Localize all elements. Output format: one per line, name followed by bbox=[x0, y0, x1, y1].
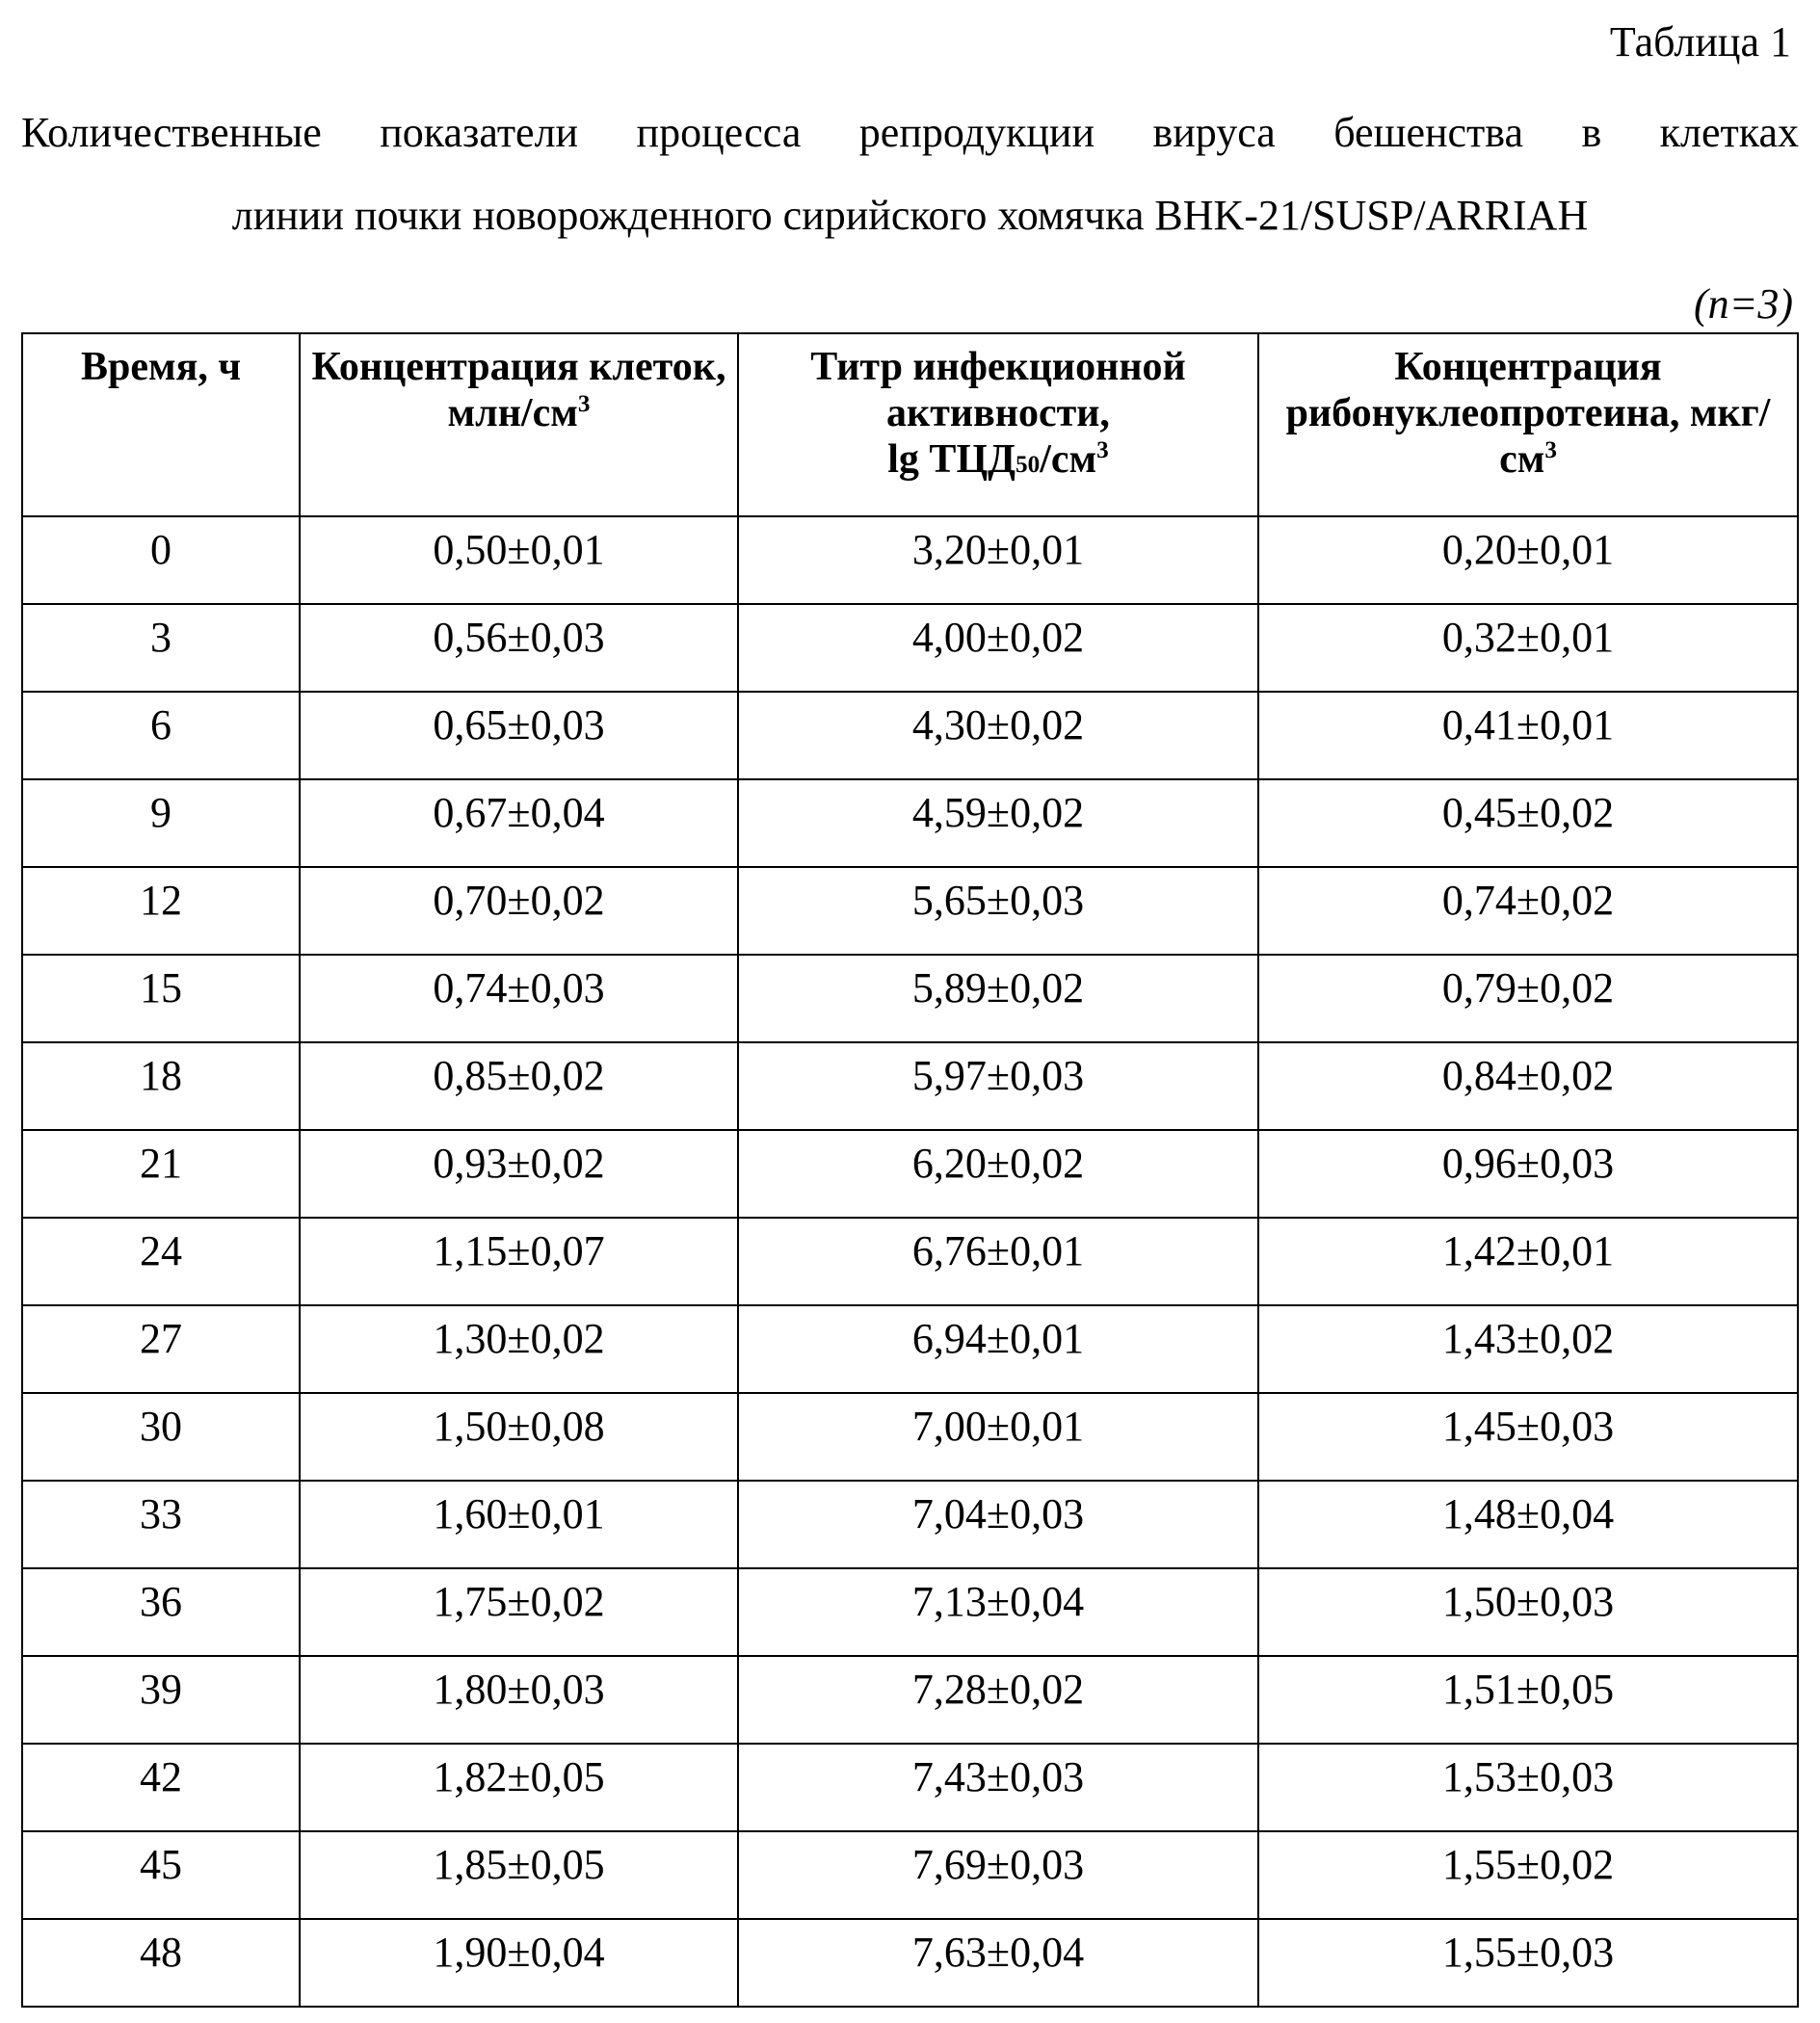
cell-time: 18 bbox=[22, 1042, 300, 1130]
cell-titer: 7,13±0,04 bbox=[738, 1568, 1258, 1656]
cell-cells: 1,80±0,03 bbox=[300, 1656, 738, 1744]
header-rnp-label: Концентрация рибонуклеопротеина, мкг/см bbox=[1286, 345, 1771, 482]
header-infectious-titer bbox=[738, 333, 1258, 516]
cell-cells: 0,85±0,02 bbox=[300, 1042, 738, 1130]
table-row bbox=[22, 867, 1798, 955]
cell-time: 0 bbox=[22, 516, 300, 604]
cell-titer: 7,28±0,02 bbox=[738, 1656, 1258, 1744]
cell-titer: 7,04±0,03 bbox=[738, 1481, 1258, 1568]
cell-cells: 1,50±0,08 bbox=[300, 1393, 738, 1481]
cell-rnp: 1,53±0,03 bbox=[1258, 1744, 1798, 1831]
table-row bbox=[22, 1481, 1798, 1568]
header-titer-sub: 50 bbox=[1016, 452, 1040, 478]
table-row bbox=[22, 1568, 1798, 1656]
cell-titer: 5,89±0,02 bbox=[738, 955, 1258, 1042]
table-row bbox=[22, 1919, 1798, 2007]
cell-cells: 0,70±0,02 bbox=[300, 867, 738, 955]
cell-cells: 1,15±0,07 bbox=[300, 1218, 738, 1305]
table-row bbox=[22, 604, 1798, 692]
table-number: Таблица 1 bbox=[1610, 17, 1791, 66]
cell-titer: 7,43±0,03 bbox=[738, 1744, 1258, 1831]
cell-cells: 1,60±0,01 bbox=[300, 1481, 738, 1568]
cell-rnp: 1,42±0,01 bbox=[1258, 1218, 1798, 1305]
cell-rnp: 1,55±0,03 bbox=[1258, 1919, 1798, 2007]
cell-time: 42 bbox=[22, 1744, 300, 1831]
cell-cells: 0,67±0,04 bbox=[300, 779, 738, 867]
cell-titer: 6,76±0,01 bbox=[738, 1218, 1258, 1305]
table-row bbox=[22, 1393, 1798, 1481]
cell-time: 30 bbox=[22, 1393, 300, 1481]
cell-rnp: 0,96±0,03 bbox=[1258, 1130, 1798, 1218]
table-row bbox=[22, 1042, 1798, 1130]
cell-cells: 1,90±0,04 bbox=[300, 1919, 738, 2007]
cell-time: 12 bbox=[22, 867, 300, 955]
cell-time: 21 bbox=[22, 1130, 300, 1218]
cell-cells: 0,50±0,01 bbox=[300, 516, 738, 604]
cell-rnp: 1,51±0,05 bbox=[1258, 1656, 1798, 1744]
cell-titer: 7,00±0,01 bbox=[738, 1393, 1258, 1481]
cell-cells: 1,82±0,05 bbox=[300, 1744, 738, 1831]
cell-titer: 6,94±0,01 bbox=[738, 1305, 1258, 1393]
header-rnp-sup: 3 bbox=[1544, 437, 1557, 463]
header-time-label: Время, ч bbox=[81, 345, 241, 389]
cell-cells: 1,85±0,05 bbox=[300, 1831, 738, 1919]
cell-time: 27 bbox=[22, 1305, 300, 1393]
cell-rnp: 0,20±0,01 bbox=[1258, 516, 1798, 604]
header-cells-label: Концентрация клеток, млн/см bbox=[312, 345, 726, 435]
cell-titer: 7,63±0,04 bbox=[738, 1919, 1258, 2007]
cell-titer: 3,20±0,01 bbox=[738, 516, 1258, 604]
cell-time: 24 bbox=[22, 1218, 300, 1305]
table-row bbox=[22, 1218, 1798, 1305]
cell-titer: 4,00±0,02 bbox=[738, 604, 1258, 692]
cell-time: 48 bbox=[22, 1919, 300, 2007]
cell-time: 3 bbox=[22, 604, 300, 692]
cell-time: 15 bbox=[22, 955, 300, 1042]
table-row bbox=[22, 1831, 1798, 1919]
header-cell-concentration bbox=[300, 333, 738, 516]
table-title-line-1: Количественные показатели процесса репродукции вируса бешенства в клетках bbox=[21, 108, 1799, 157]
cell-rnp: 1,55±0,02 bbox=[1258, 1831, 1798, 1919]
cell-titer: 7,69±0,03 bbox=[738, 1831, 1258, 1919]
cell-rnp: 0,79±0,02 bbox=[1258, 955, 1798, 1042]
cell-titer: 4,30±0,02 bbox=[738, 692, 1258, 779]
cell-cells: 1,75±0,02 bbox=[300, 1568, 738, 1656]
cell-time: 6 bbox=[22, 692, 300, 779]
cell-titer: 5,97±0,03 bbox=[738, 1042, 1258, 1130]
cell-rnp: 0,45±0,02 bbox=[1258, 779, 1798, 867]
table-row bbox=[22, 1656, 1798, 1744]
cell-titer: 5,65±0,03 bbox=[738, 867, 1258, 955]
cell-cells: 0,56±0,03 bbox=[300, 604, 738, 692]
table-row bbox=[22, 1744, 1798, 1831]
table-title-line-2: линии почки новорожденного сирийского хомячка BHK-21/SUSP/ARRIAH bbox=[0, 191, 1820, 240]
cell-time: 36 bbox=[22, 1568, 300, 1656]
cell-time: 33 bbox=[22, 1481, 300, 1568]
cell-rnp: 0,74±0,02 bbox=[1258, 867, 1798, 955]
header-titer-label: Титр инфекционной активности, bbox=[810, 345, 1185, 435]
table-row bbox=[22, 692, 1798, 779]
header-titer-unit-post: /см bbox=[1040, 437, 1096, 482]
header-time bbox=[22, 333, 300, 516]
cell-rnp: 1,50±0,03 bbox=[1258, 1568, 1798, 1656]
header-rnp-concentration bbox=[1258, 333, 1798, 516]
cell-rnp: 0,32±0,01 bbox=[1258, 604, 1798, 692]
cell-cells: 0,65±0,03 bbox=[300, 692, 738, 779]
cell-titer: 6,20±0,02 bbox=[738, 1130, 1258, 1218]
table-body bbox=[22, 516, 1798, 2007]
header-titer-sup: 3 bbox=[1096, 437, 1109, 463]
data-table bbox=[21, 332, 1799, 2008]
cell-cells: 0,93±0,02 bbox=[300, 1130, 738, 1218]
cell-time: 39 bbox=[22, 1656, 300, 1744]
cell-rnp: 0,84±0,02 bbox=[1258, 1042, 1798, 1130]
table-row bbox=[22, 955, 1798, 1042]
cell-time: 9 bbox=[22, 779, 300, 867]
table-row bbox=[22, 779, 1798, 867]
header-titer-unit: lg ТЦД bbox=[887, 437, 1016, 482]
header-cells-sup: 3 bbox=[578, 391, 591, 417]
cell-rnp: 1,45±0,03 bbox=[1258, 1393, 1798, 1481]
cell-titer: 4,59±0,02 bbox=[738, 779, 1258, 867]
table-row bbox=[22, 1305, 1798, 1393]
cell-cells: 0,74±0,03 bbox=[300, 955, 738, 1042]
sample-size-note: (n=3) bbox=[1694, 279, 1793, 328]
cell-rnp: 0,41±0,01 bbox=[1258, 692, 1798, 779]
table-row bbox=[22, 1130, 1798, 1218]
header-row bbox=[22, 333, 1798, 516]
cell-rnp: 1,48±0,04 bbox=[1258, 1481, 1798, 1568]
table-row bbox=[22, 516, 1798, 604]
cell-cells: 1,30±0,02 bbox=[300, 1305, 738, 1393]
cell-time: 45 bbox=[22, 1831, 300, 1919]
cell-rnp: 1,43±0,02 bbox=[1258, 1305, 1798, 1393]
